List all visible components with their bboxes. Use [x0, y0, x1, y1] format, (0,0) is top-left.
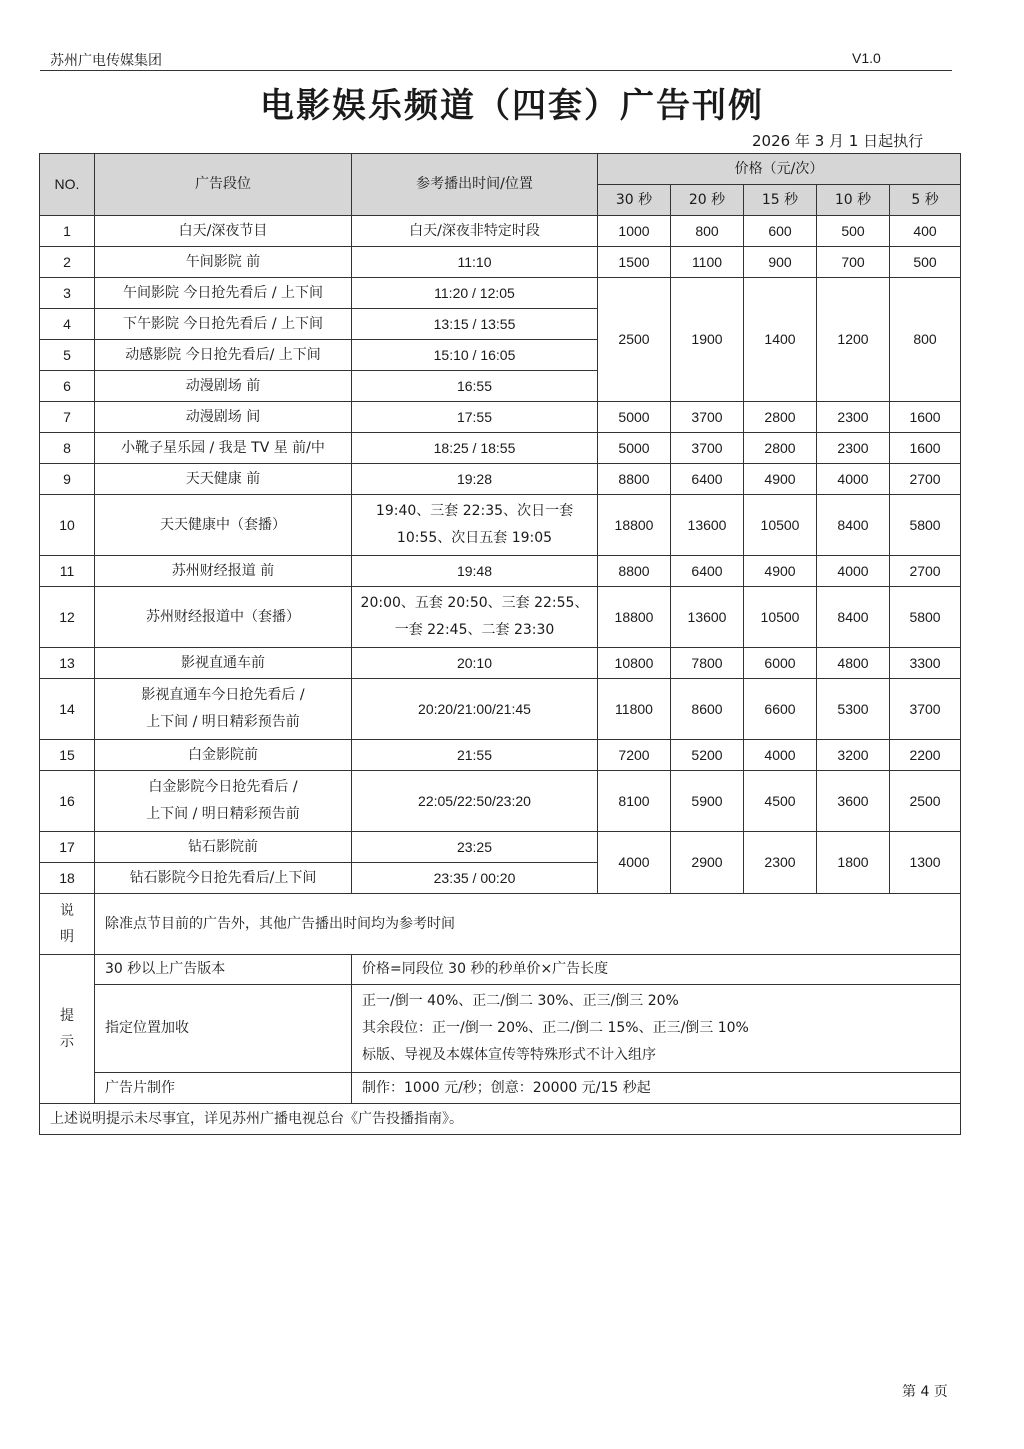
tips-label: [40, 955, 95, 1104]
row-no: 3: [40, 278, 95, 309]
price-cell: 2500: [890, 771, 961, 832]
table-row: [40, 587, 961, 648]
tips-label-char: 提: [60, 1008, 74, 1024]
row-slot: 午间影院 前: [95, 247, 352, 278]
note-label-char: 明: [60, 929, 74, 945]
row-slot: 苏州财经报道 前: [95, 556, 352, 587]
price-cell: 2700: [890, 464, 961, 495]
row-time: 20:10: [352, 648, 598, 679]
price-cell: 900: [744, 247, 817, 278]
row-slot: 动感影院 今日抢先看后/ 上下间: [95, 340, 352, 371]
row-no: 11: [40, 556, 95, 587]
price-cell: 4000: [817, 556, 890, 587]
row-slot: 影视直通车前: [95, 648, 352, 679]
price-cell: 1200: [817, 278, 890, 402]
row-slot-line: 上下间 / 明日精彩预告前: [146, 714, 300, 730]
tip-detail-line: 其余段位：正一/倒一 20%、正二/倒二 15%、正三/倒三 10%: [362, 1020, 749, 1036]
table-row: [40, 771, 961, 832]
tip-detail: 价格=同段位 30 秒的秒单价×广告长度: [352, 955, 961, 985]
price-cell: 7800: [671, 648, 744, 679]
price-cell: 5000: [598, 433, 671, 464]
row-time-line: 19:40、三套 22:35、次日一套: [375, 503, 574, 519]
note-label-char: 说: [60, 903, 74, 919]
price-cell: 13600: [671, 587, 744, 648]
row-time: [352, 495, 598, 556]
price-cell: 6000: [744, 648, 817, 679]
price-cell: 3700: [671, 402, 744, 433]
price-cell: 1300: [890, 832, 961, 894]
row-time: 11:10: [352, 247, 598, 278]
row-no: 7: [40, 402, 95, 433]
tip-row: [40, 1073, 961, 1104]
price-cell: 2200: [890, 740, 961, 771]
row-slot: 天天健康 前: [95, 464, 352, 495]
price-cell: 500: [817, 216, 890, 247]
row-no: 1: [40, 216, 95, 247]
row-time: 16:55: [352, 371, 598, 402]
row-time: 15:10 / 16:05: [352, 340, 598, 371]
price-cell: 5200: [671, 740, 744, 771]
table-row: [40, 679, 961, 740]
price-cell: 800: [890, 278, 961, 402]
price-cell: 3700: [890, 679, 961, 740]
price-cell: 7200: [598, 740, 671, 771]
row-time: 21:55: [352, 740, 598, 771]
price-cell: 2700: [890, 556, 961, 587]
price-cell: 3200: [817, 740, 890, 771]
row-slot: 动漫剧场 前: [95, 371, 352, 402]
tip-detail: [352, 985, 961, 1073]
price-cell: 500: [890, 247, 961, 278]
table-header-row: [40, 154, 961, 185]
price-cell: 3600: [817, 771, 890, 832]
row-slot-line: 上下间 / 明日精彩预告前: [146, 806, 300, 822]
row-no: 5: [40, 340, 95, 371]
tips-label-char: 示: [60, 1034, 74, 1050]
tip-name: 30 秒以上广告版本: [95, 955, 352, 985]
price-cell: 2300: [817, 433, 890, 464]
tip-row: [40, 955, 961, 985]
table-row: [40, 832, 961, 863]
row-time: 20:20/21:00/21:45: [352, 679, 598, 740]
price-cell: 4800: [817, 648, 890, 679]
row-slot: [95, 771, 352, 832]
price-cell: 700: [817, 247, 890, 278]
row-no: 2: [40, 247, 95, 278]
price-cell: 5000: [598, 402, 671, 433]
tip-row: [40, 985, 961, 1073]
price-cell: 11800: [598, 679, 671, 740]
row-slot: 动漫剧场 间: [95, 402, 352, 433]
row-no: 16: [40, 771, 95, 832]
row-time: 23:35 / 00:20: [352, 863, 598, 894]
header-duration: 30 秒: [598, 185, 671, 216]
header-duration: 10 秒: [817, 185, 890, 216]
row-time: 19:48: [352, 556, 598, 587]
row-slot: 钻石影院前: [95, 832, 352, 863]
price-cell: 1600: [890, 433, 961, 464]
page-number: 第 4 页: [902, 1384, 948, 1400]
price-cell: 1400: [744, 278, 817, 402]
row-no: 15: [40, 740, 95, 771]
price-cell: 6400: [671, 464, 744, 495]
table-row: [40, 278, 961, 309]
price-cell: 13600: [671, 495, 744, 556]
table-row: [40, 433, 961, 464]
row-no: 14: [40, 679, 95, 740]
row-slot: 下午影院 今日抢先看后 / 上下间: [95, 309, 352, 340]
price-cell: 2500: [598, 278, 671, 402]
price-cell: 1100: [671, 247, 744, 278]
price-cell: 3300: [890, 648, 961, 679]
table-row: [40, 495, 961, 556]
price-cell: 8100: [598, 771, 671, 832]
table-row: [40, 740, 961, 771]
price-cell: 5800: [890, 587, 961, 648]
row-time: 13:15 / 13:55: [352, 309, 598, 340]
row-time: [352, 587, 598, 648]
price-cell: 8600: [671, 679, 744, 740]
header-no: NO.: [40, 154, 95, 216]
header-price: 价格（元/次）: [598, 154, 961, 185]
row-time-line: 10:55、次日五套 19:05: [396, 530, 553, 546]
price-cell: 6400: [671, 556, 744, 587]
price-cell: 5900: [671, 771, 744, 832]
row-slot: 小靴子星乐园 / 我是 TV 星 前/中: [95, 433, 352, 464]
price-cell: 800: [671, 216, 744, 247]
row-no: 4: [40, 309, 95, 340]
price-cell: 1800: [817, 832, 890, 894]
price-cell: 4000: [598, 832, 671, 894]
doc-version: V1.0: [852, 50, 881, 66]
price-cell: 2300: [817, 402, 890, 433]
row-time: 18:25 / 18:55: [352, 433, 598, 464]
page-title: 电影娱乐频道（四套）广告刊例: [260, 86, 764, 126]
header-duration: 5 秒: [890, 185, 961, 216]
price-cell: 6600: [744, 679, 817, 740]
price-cell: 18800: [598, 495, 671, 556]
row-time: 19:28: [352, 464, 598, 495]
table-row: [40, 402, 961, 433]
header-slot: 广告段位: [95, 154, 352, 216]
price-cell: 2800: [744, 433, 817, 464]
price-cell: 1900: [671, 278, 744, 402]
price-cell: 5800: [890, 495, 961, 556]
price-cell: 5300: [817, 679, 890, 740]
row-time: 23:25: [352, 832, 598, 863]
table-row: [40, 247, 961, 278]
row-no: 10: [40, 495, 95, 556]
price-cell: 2900: [671, 832, 744, 894]
price-cell: 10500: [744, 495, 817, 556]
header-divider: [40, 70, 952, 71]
row-time: 白天/深夜非特定时段: [352, 216, 598, 247]
row-time: 17:55: [352, 402, 598, 433]
price-cell: 8400: [817, 587, 890, 648]
org-name: 苏州广电传媒集团: [50, 53, 162, 69]
rate-card-table: [39, 153, 961, 1135]
row-slot: 天天健康中（套播）: [95, 495, 352, 556]
price-cell: 600: [744, 216, 817, 247]
price-cell: 2800: [744, 402, 817, 433]
price-cell: 4000: [744, 740, 817, 771]
price-cell: 18800: [598, 587, 671, 648]
tip-detail-line: 标版、导视及本媒体宣传等特殊形式不计入组序: [362, 1047, 656, 1063]
tip-name: 广告片制作: [95, 1073, 352, 1104]
effective-date: 2026 年 3 月 1 日起执行: [752, 132, 924, 150]
table-row: [40, 216, 961, 247]
price-cell: 3700: [671, 433, 744, 464]
header-time: 参考播出时间/位置: [352, 154, 598, 216]
closing-text: 上述说明提示未尽事宜，详见苏州广播电视总台《广告投播指南》。: [40, 1104, 961, 1135]
note-text: 除准点节目前的广告外，其他广告播出时间均为参考时间: [95, 894, 961, 955]
closing-row: [40, 1104, 961, 1135]
header-duration: 20 秒: [671, 185, 744, 216]
price-cell: 2300: [744, 832, 817, 894]
row-slot: 午间影院 今日抢先看后 / 上下间: [95, 278, 352, 309]
row-slot-line: 影视直通车今日抢先看后 /: [141, 687, 305, 703]
table-row: [40, 648, 961, 679]
table-row: [40, 464, 961, 495]
price-cell: 8400: [817, 495, 890, 556]
row-no: 17: [40, 832, 95, 863]
row-time: 22:05/22:50/23:20: [352, 771, 598, 832]
row-slot-line: 白金影院今日抢先看后 /: [148, 779, 298, 795]
row-no: 9: [40, 464, 95, 495]
price-cell: 1600: [890, 402, 961, 433]
row-time-line: 20:00、五套 20:50、三套 22:55、: [360, 595, 589, 611]
row-no: 18: [40, 863, 95, 894]
price-cell: 8800: [598, 464, 671, 495]
row-no: 12: [40, 587, 95, 648]
note-row: [40, 894, 961, 955]
header-duration: 15 秒: [744, 185, 817, 216]
row-slot: 钻石影院今日抢先看后/上下间: [95, 863, 352, 894]
price-cell: 4900: [744, 556, 817, 587]
price-cell: 8800: [598, 556, 671, 587]
price-cell: 400: [890, 216, 961, 247]
price-cell: 10800: [598, 648, 671, 679]
price-cell: 4000: [817, 464, 890, 495]
row-slot: 白金影院前: [95, 740, 352, 771]
price-cell: 4900: [744, 464, 817, 495]
row-no: 6: [40, 371, 95, 402]
row-slot: 苏州财经报道中（套播）: [95, 587, 352, 648]
note-label: [40, 894, 95, 955]
tip-detail: 制作：1000 元/秒；创意：20000 元/15 秒起: [352, 1073, 961, 1104]
row-time-line: 一套 22:45、二套 23:30: [394, 622, 555, 638]
row-slot: 白天/深夜节目: [95, 216, 352, 247]
row-time: 11:20 / 12:05: [352, 278, 598, 309]
price-cell: 1000: [598, 216, 671, 247]
price-cell: 4500: [744, 771, 817, 832]
row-slot: [95, 679, 352, 740]
row-no: 8: [40, 433, 95, 464]
table-row: [40, 556, 961, 587]
tip-name: 指定位置加收: [95, 985, 352, 1073]
price-cell: 10500: [744, 587, 817, 648]
tip-detail-line: 正一/倒一 40%、正二/倒二 30%、正三/倒三 20%: [362, 993, 679, 1009]
row-no: 13: [40, 648, 95, 679]
price-cell: 1500: [598, 247, 671, 278]
